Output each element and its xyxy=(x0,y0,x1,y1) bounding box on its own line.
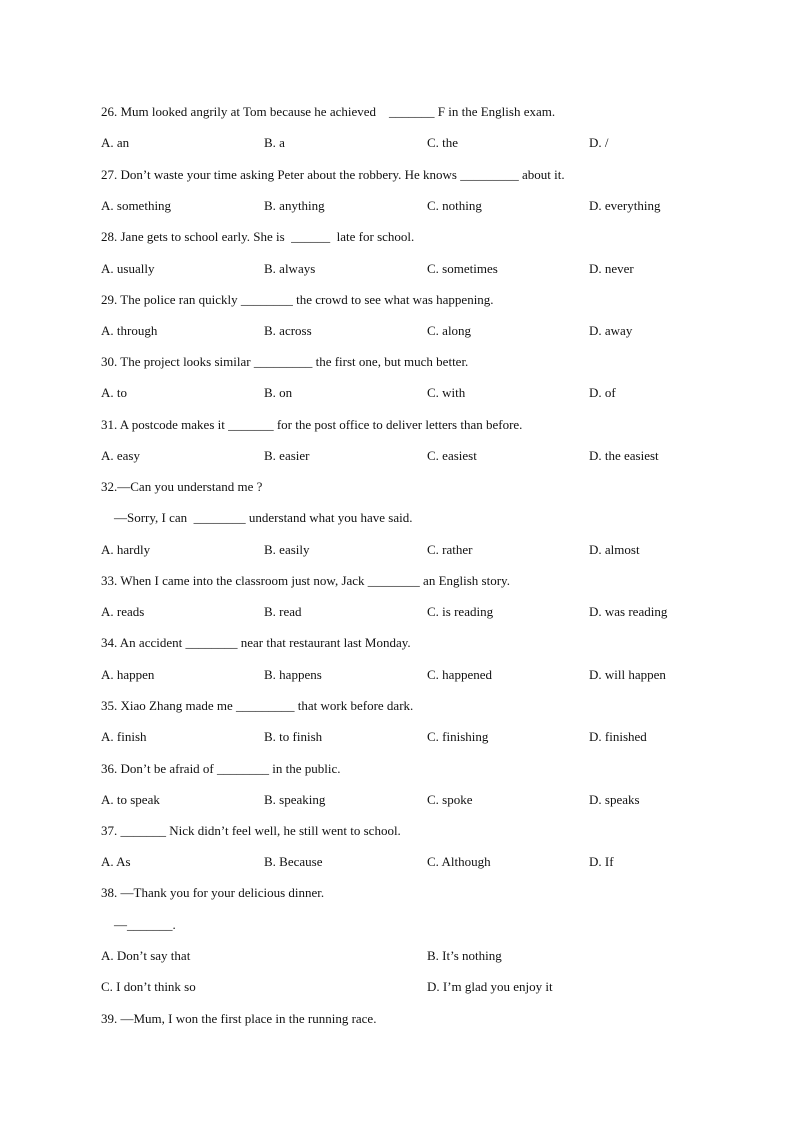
question-28-stem: 28. Jane gets to school early. She is ______ late for school. xyxy=(101,229,415,244)
option-c: C. the xyxy=(427,135,459,150)
option-d: D. finished xyxy=(589,729,647,744)
option-d: D. almost xyxy=(589,542,640,557)
option-d: D. of xyxy=(589,385,616,400)
option-d: D. never xyxy=(589,261,634,276)
option-d: D. was reading xyxy=(589,604,668,619)
option-c: C. sometimes xyxy=(427,261,498,276)
option-c: C. along xyxy=(427,323,472,338)
option-c: C. finishing xyxy=(427,729,489,744)
question-29-stem: 29. The police ran quickly ________ the crowd to see what was happening. xyxy=(101,292,494,307)
question-37-stem: 37. _______ Nick didn’t feel well, he still went to school. xyxy=(101,823,401,838)
question-37-options xyxy=(101,853,614,871)
option-b: B. anything xyxy=(264,198,325,213)
question-30-options xyxy=(101,384,616,402)
option-a: A. As xyxy=(101,854,131,869)
option-d: D. everything xyxy=(589,198,661,213)
question-27-options xyxy=(101,197,661,215)
option-a: A. to xyxy=(101,385,127,400)
option-d: D. / xyxy=(589,135,609,150)
option-c: C. is reading xyxy=(427,604,494,619)
question-27-stem: 27. Don’t waste your time asking Peter about the robbery. He knows _________ about it. xyxy=(101,167,565,182)
question-35-stem: 35. Xiao Zhang made me _________ that work before dark. xyxy=(101,698,414,713)
option-d: D. I’m glad you enjoy it xyxy=(427,979,553,994)
option-d: D. the easiest xyxy=(589,448,659,463)
question-30-stem: 30. The project looks similar _________ the first one, but much better. xyxy=(101,354,469,369)
option-c: C. happened xyxy=(427,667,492,682)
question-36-options xyxy=(101,791,640,809)
question-32-options xyxy=(101,541,640,559)
option-c: C. nothing xyxy=(427,198,482,213)
option-c: C. I don’t think so xyxy=(101,979,196,994)
option-a: A. something xyxy=(101,198,172,213)
question-28-options xyxy=(101,260,634,278)
question-33-options xyxy=(101,603,668,621)
option-b: B. Because xyxy=(264,854,323,869)
option-a: A. easy xyxy=(101,448,140,463)
option-c: C. Although xyxy=(427,854,491,869)
option-a: A. finish xyxy=(101,729,147,744)
option-a: A. hardly xyxy=(101,542,151,557)
option-a: A. Don’t say that xyxy=(101,948,191,963)
option-c: C. easiest xyxy=(427,448,477,463)
question-38-reply: —_______. xyxy=(101,917,176,932)
option-b: B. a xyxy=(264,135,285,150)
option-a: A. happen xyxy=(101,667,155,682)
question-33-stem: 33. When I came into the classroom just now, Jack ________ an English story. xyxy=(101,573,510,588)
option-d: D. speaks xyxy=(589,792,640,807)
question-34-options xyxy=(101,666,666,684)
question-26-options xyxy=(101,134,609,152)
option-b: B. happens xyxy=(264,667,322,682)
option-d: D. will happen xyxy=(589,667,666,682)
option-c: C. rather xyxy=(427,542,473,557)
question-31-options xyxy=(101,447,659,465)
option-d: D. away xyxy=(589,323,633,338)
option-b: B. easier xyxy=(264,448,310,463)
question-36-stem: 36. Don’t be afraid of ________ in the public. xyxy=(101,761,341,776)
option-a: A. reads xyxy=(101,604,145,619)
option-b: B. across xyxy=(264,323,312,338)
question-34-stem: 34. An accident ________ near that restaurant last Monday. xyxy=(101,635,411,650)
option-b: B. always xyxy=(264,261,316,276)
option-a: A. through xyxy=(101,323,158,338)
question-29-options xyxy=(101,322,633,340)
option-b: B. speaking xyxy=(264,792,326,807)
option-a: A. to speak xyxy=(101,792,160,807)
question-38-options-row1 xyxy=(101,947,502,965)
option-a: A. usually xyxy=(101,261,155,276)
option-c: C. with xyxy=(427,385,466,400)
question-35-options xyxy=(101,728,647,746)
option-b: B. It’s nothing xyxy=(427,948,502,963)
question-32-reply: —Sorry, I can ________ understand what you have said. xyxy=(101,510,413,525)
option-b: B. on xyxy=(264,385,293,400)
question-32-stem: 32.—Can you understand me ? xyxy=(101,479,263,494)
question-38-options-row2 xyxy=(101,978,553,996)
option-a: A. an xyxy=(101,135,130,150)
question-39-stem: 39. —Mum, I won the first place in the running race. xyxy=(101,1011,377,1026)
question-38-stem: 38. —Thank you for your delicious dinner. xyxy=(101,885,325,900)
option-d: D. If xyxy=(589,854,614,869)
option-b: B. to finish xyxy=(264,729,323,744)
option-c: C. spoke xyxy=(427,792,473,807)
option-b: B. read xyxy=(264,604,302,619)
option-b: B. easily xyxy=(264,542,310,557)
question-31-stem: 31. A postcode makes it _______ for the post office to deliver letters than before. xyxy=(101,417,523,432)
question-26-stem: 26. Mum looked angrily at Tom because he achieved _______ F in the English exam. xyxy=(101,104,556,119)
